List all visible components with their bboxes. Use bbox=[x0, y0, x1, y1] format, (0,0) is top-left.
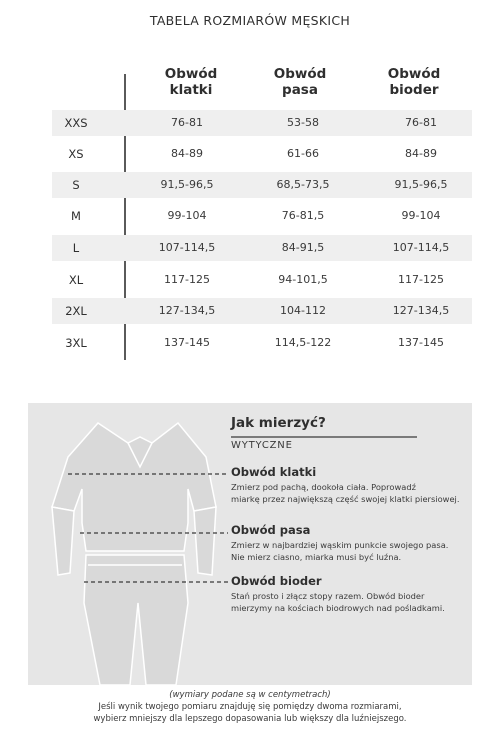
header-hips bbox=[369, 66, 459, 106]
measure-waist-title: Obwód pasa bbox=[231, 523, 311, 537]
size-label: M bbox=[71, 209, 81, 223]
chest-value: 91,5-96,5 bbox=[160, 178, 214, 191]
guide-heading: Jak mierzyć? bbox=[231, 415, 326, 431]
size-label: S bbox=[72, 178, 80, 192]
header-waist-line2: pasa bbox=[282, 82, 318, 98]
waist-value: 94-101,5 bbox=[278, 273, 328, 286]
measure-hips-line: mierzymy na kościach biodrowych nad pośladkami. bbox=[231, 603, 445, 613]
measure-chest-desc bbox=[231, 481, 471, 505]
sizing-advice-line: Jeśli wynik twojego pomiaru znajduję się pomiędzy dwoma rozmiarami, bbox=[98, 702, 402, 712]
header-chest bbox=[146, 66, 236, 106]
table-row bbox=[52, 267, 472, 293]
measure-hips-desc bbox=[231, 590, 471, 614]
size-label: 2XL bbox=[65, 304, 87, 318]
size-label: 3XL bbox=[65, 336, 87, 350]
waist-value: 53-58 bbox=[287, 116, 319, 129]
hips-value: 127-134,5 bbox=[392, 304, 450, 317]
measure-hips-title: Obwód bioder bbox=[231, 574, 322, 588]
table-row bbox=[52, 298, 472, 324]
measurement-guide bbox=[28, 403, 472, 685]
hips-value: 137-145 bbox=[398, 336, 444, 349]
chest-value: 117-125 bbox=[164, 273, 210, 286]
sizing-advice-line: wybierz mniejszy dla lepszego dopasowania lub większy dla luźniejszego. bbox=[93, 714, 407, 724]
measure-hips-line: Stań prosto i złącz stopy razem. Obwód bioder bbox=[231, 591, 425, 601]
chest-value: 76-81 bbox=[171, 116, 203, 129]
table-row bbox=[52, 141, 472, 167]
hips-value: 76-81 bbox=[405, 116, 437, 129]
guide-subheading: WYTYCZNE bbox=[231, 440, 293, 451]
page-title: TABELA ROZMIARÓW MĘSKICH bbox=[149, 13, 351, 28]
hips-value: 117-125 bbox=[398, 273, 444, 286]
header-chest-line2: klatki bbox=[169, 82, 213, 98]
hips-value: 84-89 bbox=[405, 147, 437, 160]
waist-value: 114,5-122 bbox=[274, 336, 332, 349]
measure-chest-line: miarkę przez największą część swojej klatki piersiowej. bbox=[231, 494, 460, 504]
measure-waist-desc bbox=[231, 539, 471, 563]
table-row bbox=[52, 330, 472, 356]
header-hips-line2: bioder bbox=[389, 82, 439, 98]
table-row bbox=[52, 235, 472, 261]
header-waist-line1: Obwód bbox=[273, 66, 327, 82]
units-note: (wymiary podane są w centymetrach) bbox=[169, 690, 331, 700]
waist-value: 68,5-73,5 bbox=[276, 178, 330, 191]
table-row bbox=[52, 110, 472, 136]
hips-value: 107-114,5 bbox=[392, 241, 450, 254]
measure-waist-line: Nie mierz ciasno, miarka musi być luźna. bbox=[231, 552, 402, 562]
measure-waist-line: Zmierz w najbardziej wąskim punkcie swojego pasa. bbox=[231, 540, 449, 550]
waist-value: 61-66 bbox=[287, 147, 319, 160]
waist-value: 104-112 bbox=[280, 304, 326, 317]
guide-divider bbox=[231, 436, 417, 438]
table-row bbox=[52, 172, 472, 198]
hips-value: 99-104 bbox=[401, 209, 441, 222]
chest-value: 107-114,5 bbox=[158, 241, 216, 254]
measure-chest-line: Zmierz pod pachą, dookoła ciała. Poprowadź bbox=[231, 482, 416, 492]
chest-value: 127-134,5 bbox=[158, 304, 216, 317]
table-row bbox=[52, 203, 472, 229]
header-waist bbox=[255, 66, 345, 106]
header-hips-line1: Obwód bbox=[387, 66, 441, 82]
waist-value: 76-81,5 bbox=[281, 209, 325, 222]
chest-value: 99-104 bbox=[167, 209, 207, 222]
waist-value: 84-91,5 bbox=[281, 241, 325, 254]
chest-value: 137-145 bbox=[164, 336, 210, 349]
size-label: XS bbox=[68, 147, 84, 161]
size-label: L bbox=[72, 241, 80, 255]
size-label: XL bbox=[68, 273, 84, 287]
chest-value: 84-89 bbox=[171, 147, 203, 160]
hips-value: 91,5-96,5 bbox=[394, 178, 448, 191]
header-chest-line1: Obwód bbox=[164, 66, 218, 82]
size-label: XXS bbox=[64, 116, 88, 130]
measure-chest-title: Obwód klatki bbox=[231, 465, 317, 479]
